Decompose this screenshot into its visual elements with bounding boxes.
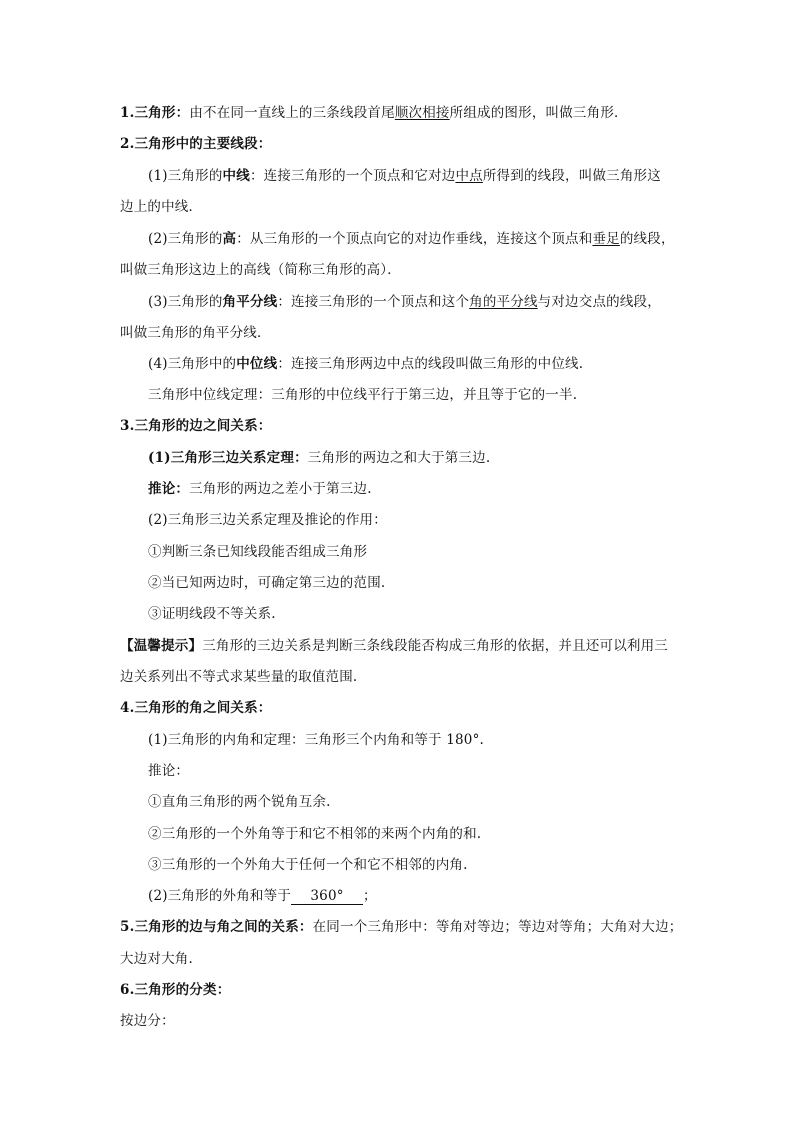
section-1-definition: 1.三角形：由不在同一直线上的三条线段首尾顺次相接所组成的图形，叫做三角形． <box>120 105 628 121</box>
item-bisector-cont: 叫做三角形的角平分线． <box>120 325 271 341</box>
underlined-term: 中点 <box>455 168 483 184</box>
section-6-title: 6.三角形的分类： <box>120 982 231 998</box>
term-altitude: 高 <box>222 231 237 247</box>
item-bisector: (3)三角形的角平分线：连接三角形的一个顶点和这个角的平分线与对边交点的线段， <box>148 294 661 310</box>
tip: 【温馨提示】三角形的三边关系是判断三条线段能否构成三角形的依据，并且还可以利用三 <box>120 638 669 654</box>
tip-cont: 边关系列出不等式求某些量的取值范围. <box>120 669 358 685</box>
underlined-term: 顺次相接 <box>394 105 450 121</box>
answer-blank: 360° <box>291 888 363 905</box>
angle-sum-theorem: (1)三角形的内角和定理：三角形三个内角和等于 180°. <box>148 732 485 748</box>
underlined-term: 垂足 <box>592 231 620 247</box>
item-median-cont: 边上的中线． <box>120 199 203 215</box>
item-altitude: (2)三角形的高：从三角形的一个顶点向它的对边作垂线，连接这个顶点和垂足的线段， <box>148 231 675 247</box>
underlined-term: 角的平分线 <box>469 294 538 310</box>
section-5-title: 5.三角形的边与角之间的关系： <box>120 919 313 935</box>
item-median: (1)三角形的中线：连接三角形的一个顶点和它对边中点所得到的线段，叫做三角形这 <box>148 168 661 184</box>
corollary-1: ①直角三角形的两个锐角互余. <box>148 794 331 810</box>
corollary: 推论：三角形的两边之差小于第三边. <box>148 481 372 497</box>
use-2: ②当已知两边时，可确定第三边的范围. <box>148 575 386 591</box>
midline-theorem: 三角形中位线定理：三角形的中位线平行于第三边，并且等于它的一半. <box>148 387 578 403</box>
section-1-title: 三角形 <box>134 105 176 121</box>
term-midline: 中位线 <box>236 356 278 372</box>
theorem-uses: (2)三角形三边关系定理及推论的作用： <box>148 512 387 528</box>
use-1: ①判断三条已知线段能否组成三角形 <box>148 544 368 560</box>
section-5-cont: 大边对大角. <box>120 951 193 967</box>
section-4-title: 4.三角形的角之间关系： <box>120 700 272 716</box>
section-3-title: 3.三角形的边之间关系： <box>120 418 272 434</box>
section-5: 5.三角形的边与角之间的关系：在同一个三角形中：等角对等边；等边对等角；大角对大边； <box>120 919 683 935</box>
section-2-title: 2.三角形中的主要线段： <box>120 136 272 152</box>
use-3: ③证明线段不等关系. <box>148 606 276 622</box>
term-bisector: 角平分线 <box>222 294 278 310</box>
triangle-inequality-theorem: (1)三角形三边关系定理：三角形的两边之和大于第三边. <box>148 450 491 466</box>
corollary-label: 推论： <box>148 763 190 779</box>
corollary-3: ③三角形的一个外角大于任何一个和它不相邻的内角. <box>148 857 468 873</box>
tip-label: 【温馨提示】 <box>120 638 203 654</box>
corollary-2: ②三角形的一个外角等于和它不相邻的来两个内角的和. <box>148 826 482 842</box>
item-altitude-cont: 叫做三角形这边上的高线（简称三角形的高）． <box>120 262 401 278</box>
exterior-angle-sum: (2)三角形的外角和等于 360° ； <box>148 888 377 904</box>
classify-by-sides: 按边分： <box>120 1013 175 1029</box>
term-median: 中线 <box>222 168 250 184</box>
item-midline: (4)三角形中的中位线：连接三角形两边中点的线段叫做三角形的中位线. <box>148 356 584 372</box>
section-1-number: 1. <box>120 105 135 121</box>
